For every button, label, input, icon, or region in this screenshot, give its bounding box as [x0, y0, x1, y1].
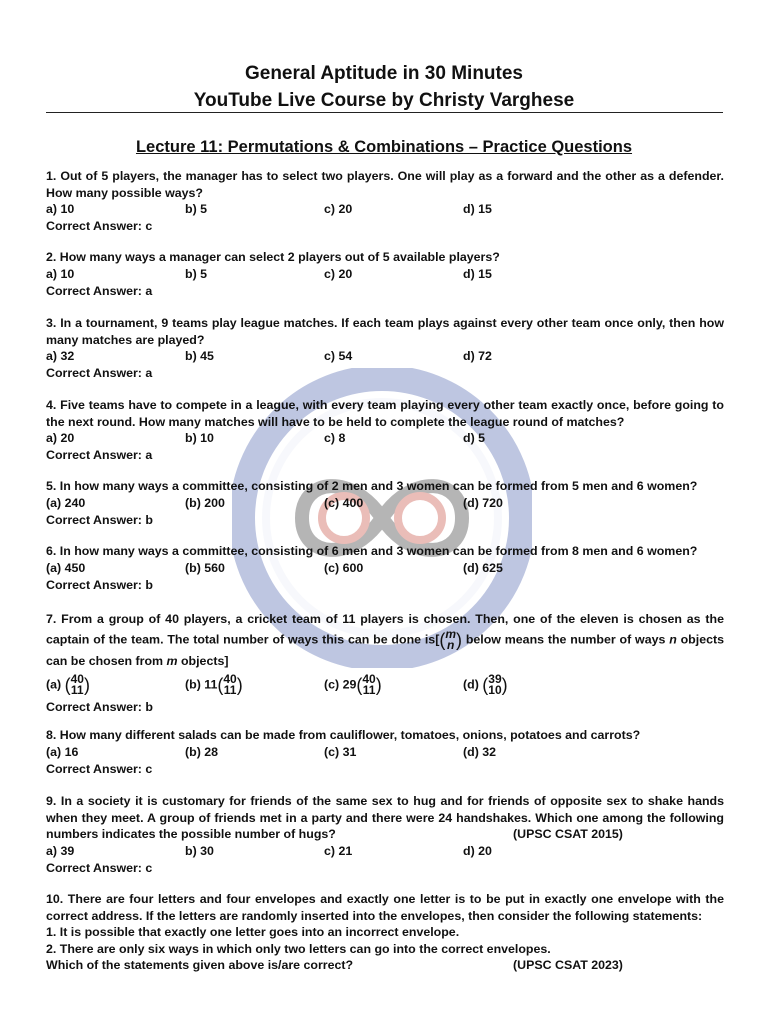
question-text: 6. In how many ways a committee, consisting of 6 men and 3 women can be formed from 8 men and 6 women? — [46, 544, 698, 558]
options-row — [46, 348, 724, 365]
binomial-notation: ( m n ) — [439, 627, 462, 652]
option-b: (b) 200 — [185, 495, 225, 510]
header-divider — [46, 112, 723, 113]
correct-answer: Correct Answer: c — [46, 860, 153, 875]
question-text: 7. From a group of 40 players, a cricket team of 11 players is chosen. Then, one of the eleven is chosen as the captain of the team. The total number of ways this can be done is[( m n ) below means the number of ways n objects can be chosen from m objects] — [46, 612, 724, 668]
option-b: (b) 11( 40 11 ) — [185, 672, 243, 697]
options-row — [46, 671, 724, 699]
correct-answer: Correct Answer: a — [46, 448, 153, 462]
option-c: c) 20 — [324, 202, 353, 216]
question-1 — [46, 168, 724, 235]
question-4 — [46, 397, 724, 464]
option-b: b) 5 — [185, 202, 208, 216]
option-b: (b) 560 — [185, 560, 225, 575]
option-c: c) 20 — [324, 266, 353, 281]
option-c: (c) 31 — [324, 744, 357, 759]
option-b: b) 45 — [185, 349, 214, 363]
correct-answer: Correct Answer: c — [46, 219, 153, 233]
option-d: d) 20 — [463, 843, 492, 858]
options-row — [46, 843, 724, 860]
question-7 — [46, 609, 724, 715]
correct-answer: Correct Answer: a — [46, 283, 153, 298]
option-d: (d) 720 — [463, 495, 503, 510]
options-row — [46, 560, 724, 577]
question-8 — [46, 727, 724, 777]
options-row — [46, 495, 724, 512]
option-b: (b) 28 — [185, 744, 219, 759]
source-tag: (UPSC CSAT 2023) — [513, 958, 623, 972]
option-c: c) 8 — [324, 431, 346, 445]
option-d: d) 72 — [463, 349, 492, 363]
question-text: 2. How many ways a manager can select 2 players out of 5 available players? — [46, 250, 500, 264]
option-c: c) 21 — [324, 843, 353, 858]
correct-answer: Correct Answer: a — [46, 366, 153, 380]
document-header — [0, 60, 768, 114]
option-a: a) 10 — [46, 266, 75, 281]
correct-answer: Correct Answer: b — [46, 700, 153, 714]
question-text: 8. How many different salads can be made from cauliflower, tomatoes, onions, potatoes and carrots? — [46, 728, 641, 742]
option-b: b) 30 — [185, 843, 214, 858]
options-row — [46, 201, 724, 218]
question-6 — [46, 543, 724, 593]
question-text: 10. There are four letters and four envelopes and exactly one letter is to be put in exactly one envelope with the correct address. If the letters are randomly inserted into the envelopes, then consider the following statements: — [46, 892, 724, 923]
option-a: a) 20 — [46, 431, 75, 445]
header-title: General Aptitude in 30 Minutes — [244, 63, 523, 84]
option-b: b) 10 — [185, 431, 214, 445]
option-a: (a) 240 — [46, 495, 86, 510]
question-text: 3. In a tournament, 9 teams play league matches. If each team plays against every other team once only, then how many matches are played? — [46, 316, 724, 347]
question-9 — [46, 793, 724, 876]
options-row — [46, 430, 724, 447]
header-subtitle: YouTube Live Course by Christy Varghese — [193, 90, 575, 111]
option-d: (d) ( 39 10 ) — [463, 672, 508, 697]
question-5 — [46, 478, 724, 528]
option-c: (c) 400 — [324, 495, 364, 510]
question-text: 5. In how many ways a committee, consisting of 2 men and 3 women can be formed from 5 men and 6 women? — [46, 479, 698, 493]
correct-answer: Correct Answer: b — [46, 512, 153, 527]
option-a: a) 39 — [46, 843, 75, 858]
source-tag: (UPSC CSAT 2015) — [513, 827, 623, 841]
options-row — [46, 266, 724, 283]
option-a: a) 10 — [46, 202, 75, 216]
question-text: 1. Out of 5 players, the manager has to select two players. One will play as a forward and the other as a defender. How many possible ways? — [46, 169, 724, 200]
option-d: (d) 625 — [463, 560, 503, 575]
option-a: (a) ( 40 11 ) — [46, 672, 90, 697]
option-a: a) 32 — [46, 349, 75, 363]
options-row — [46, 744, 724, 761]
option-d: d) 15 — [463, 202, 492, 216]
question-3 — [46, 315, 724, 382]
question-10 — [46, 891, 724, 974]
option-c: (c) 29( 40 11 ) — [324, 672, 382, 697]
option-c: c) 54 — [324, 349, 353, 363]
option-c: (c) 600 — [324, 560, 364, 575]
lecture-title: Lecture 11: Permutations & Combinations – Practice Questions — [135, 138, 633, 156]
option-b: b) 5 — [185, 266, 208, 281]
option-a: (a) 16 — [46, 744, 79, 759]
statement-1: 1. It is possible that exactly one letter goes into an incorrect envelope. — [46, 925, 460, 939]
statement-2: 2. There are only six ways in which only two letters can go into the correct envelopes. — [46, 941, 551, 956]
option-a: (a) 450 — [46, 560, 86, 575]
option-d: d) 5 — [463, 431, 486, 445]
question-text: 4. Five teams have to compete in a league, with every team playing every other team exactly once, before going to the next round. How many matches will have to be held to complete the league round of matches? — [46, 398, 724, 429]
correct-answer: Correct Answer: b — [46, 577, 153, 592]
question-2 — [46, 249, 724, 299]
correct-answer: Correct Answer: c — [46, 761, 153, 776]
option-d: d) 15 — [463, 266, 492, 281]
option-d: (d) 32 — [463, 744, 497, 759]
question-line: Which of the statements given above is/are correct? (UPSC CSAT 2023) — [46, 958, 623, 972]
question-text: 9. In a society it is customary for friends of the same sex to hug and for friends of opposite sex to shake hands when they meet. A group of friends met in a party and there were 24 handshakes. Which one among the following numbers indicates the possible number of hugs? (UPSC CSAT 2015) — [46, 794, 724, 841]
